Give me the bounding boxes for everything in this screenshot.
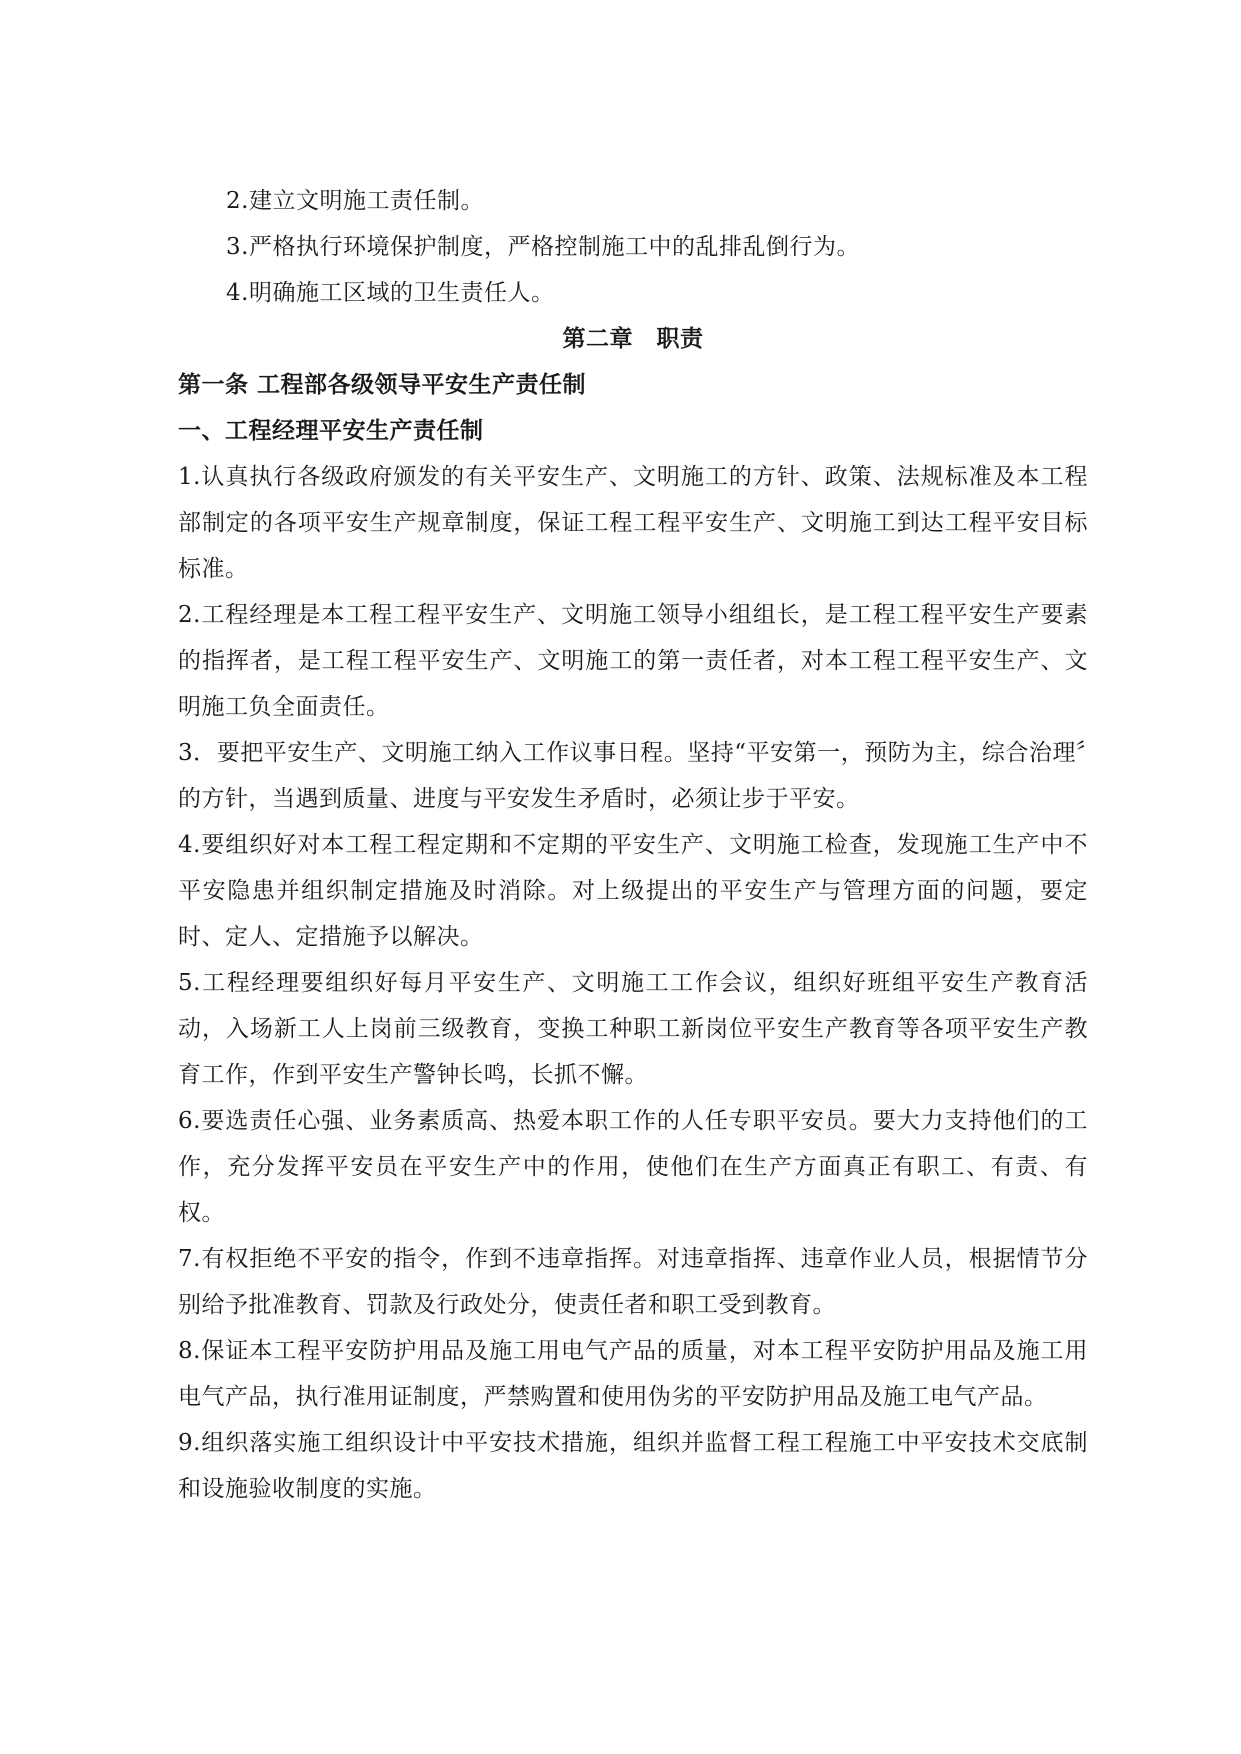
paragraph: 7.有权拒绝不平安的指令，作到不违章指挥。对违章指挥、违章作业人员，根据情节分别给予批准教育、罚款及行政处分，使责任者和职工受到教育。 xyxy=(178,1246,1088,1318)
paragraph: 5.工程经理要组织好每月平安生产、文明施工工作会议，组织好班组平安生产教育活动，入场新工人上岗前三级教育，变换工种职工新岗位平安生产教育等各项平安生产教育工作，作到平安生产警钟长鸣，长抓不懈。 xyxy=(178,970,1088,1088)
paragraph: 1.认真执行各级政府颁发的有关平安生产、文明施工的方针、政策、法规标准及本工程部制定的各项平安生产规章制度，保证工程工程平安生产、文明施工到达工程平安目标标准。 xyxy=(178,464,1088,582)
article-title: 第一条 工程部各级领导平安生产责任制 xyxy=(178,372,587,398)
paragraph: 9.组织落实施工组织设计中平安技术措施，组织并监督工程工程施工中平安技术交底制和设施验收制度的实施。 xyxy=(178,1430,1088,1502)
paragraph: 2.工程经理是本工程工程平安生产、文明施工领导小组组长，是工程工程平安生产要素的指挥者，是工程工程平安生产、文明施工的第一责任者，对本工程工程平安生产、文明施工负全面责任。 xyxy=(178,602,1088,720)
paragraph: 3．要把平安生产、文明施工纳入工作议事日程。坚持“平安第一，预防为主，综合治理〞的方针，当遇到质量、进度与平安发生矛盾时，必须让步于平安。 xyxy=(178,740,1088,812)
intro-item: 2.建立文明施工责任制。 xyxy=(226,188,484,214)
paragraph: 4.要组织好对本工程工程定期和不定期的平安生产、文明施工检查，发现施工生产中不平安隐患并组织制定措施及时消除。对上级提出的平安生产与管理方面的问题，要定时、定人、定措施予以解决。 xyxy=(178,832,1088,950)
chapter-title: 第二章 职责 xyxy=(562,326,704,352)
intro-item: 4.明确施工区域的卫生责任人。 xyxy=(226,280,555,306)
document-page xyxy=(178,178,1088,1512)
paragraph: 8.保证本工程平安防护用品及施工用电气产品的质量，对本工程平安防护用品及施工用电气产品，执行准用证制度，严禁购置和使用伪劣的平安防护用品及施工电气产品。 xyxy=(178,1338,1088,1410)
intro-item: 3.严格执行环境保护制度，严格控制施工中的乱排乱倒行为。 xyxy=(226,234,860,260)
paragraph: 6.要选责任心强、业务素质高、热爱本职工作的人任专职平安员。要大力支持他们的工作，充分发挥平安员在平安生产中的作用，使他们在生产方面真正有职工、有责、有权。 xyxy=(178,1108,1088,1226)
section-title: 一、工程经理平安生产责任制 xyxy=(178,418,484,444)
